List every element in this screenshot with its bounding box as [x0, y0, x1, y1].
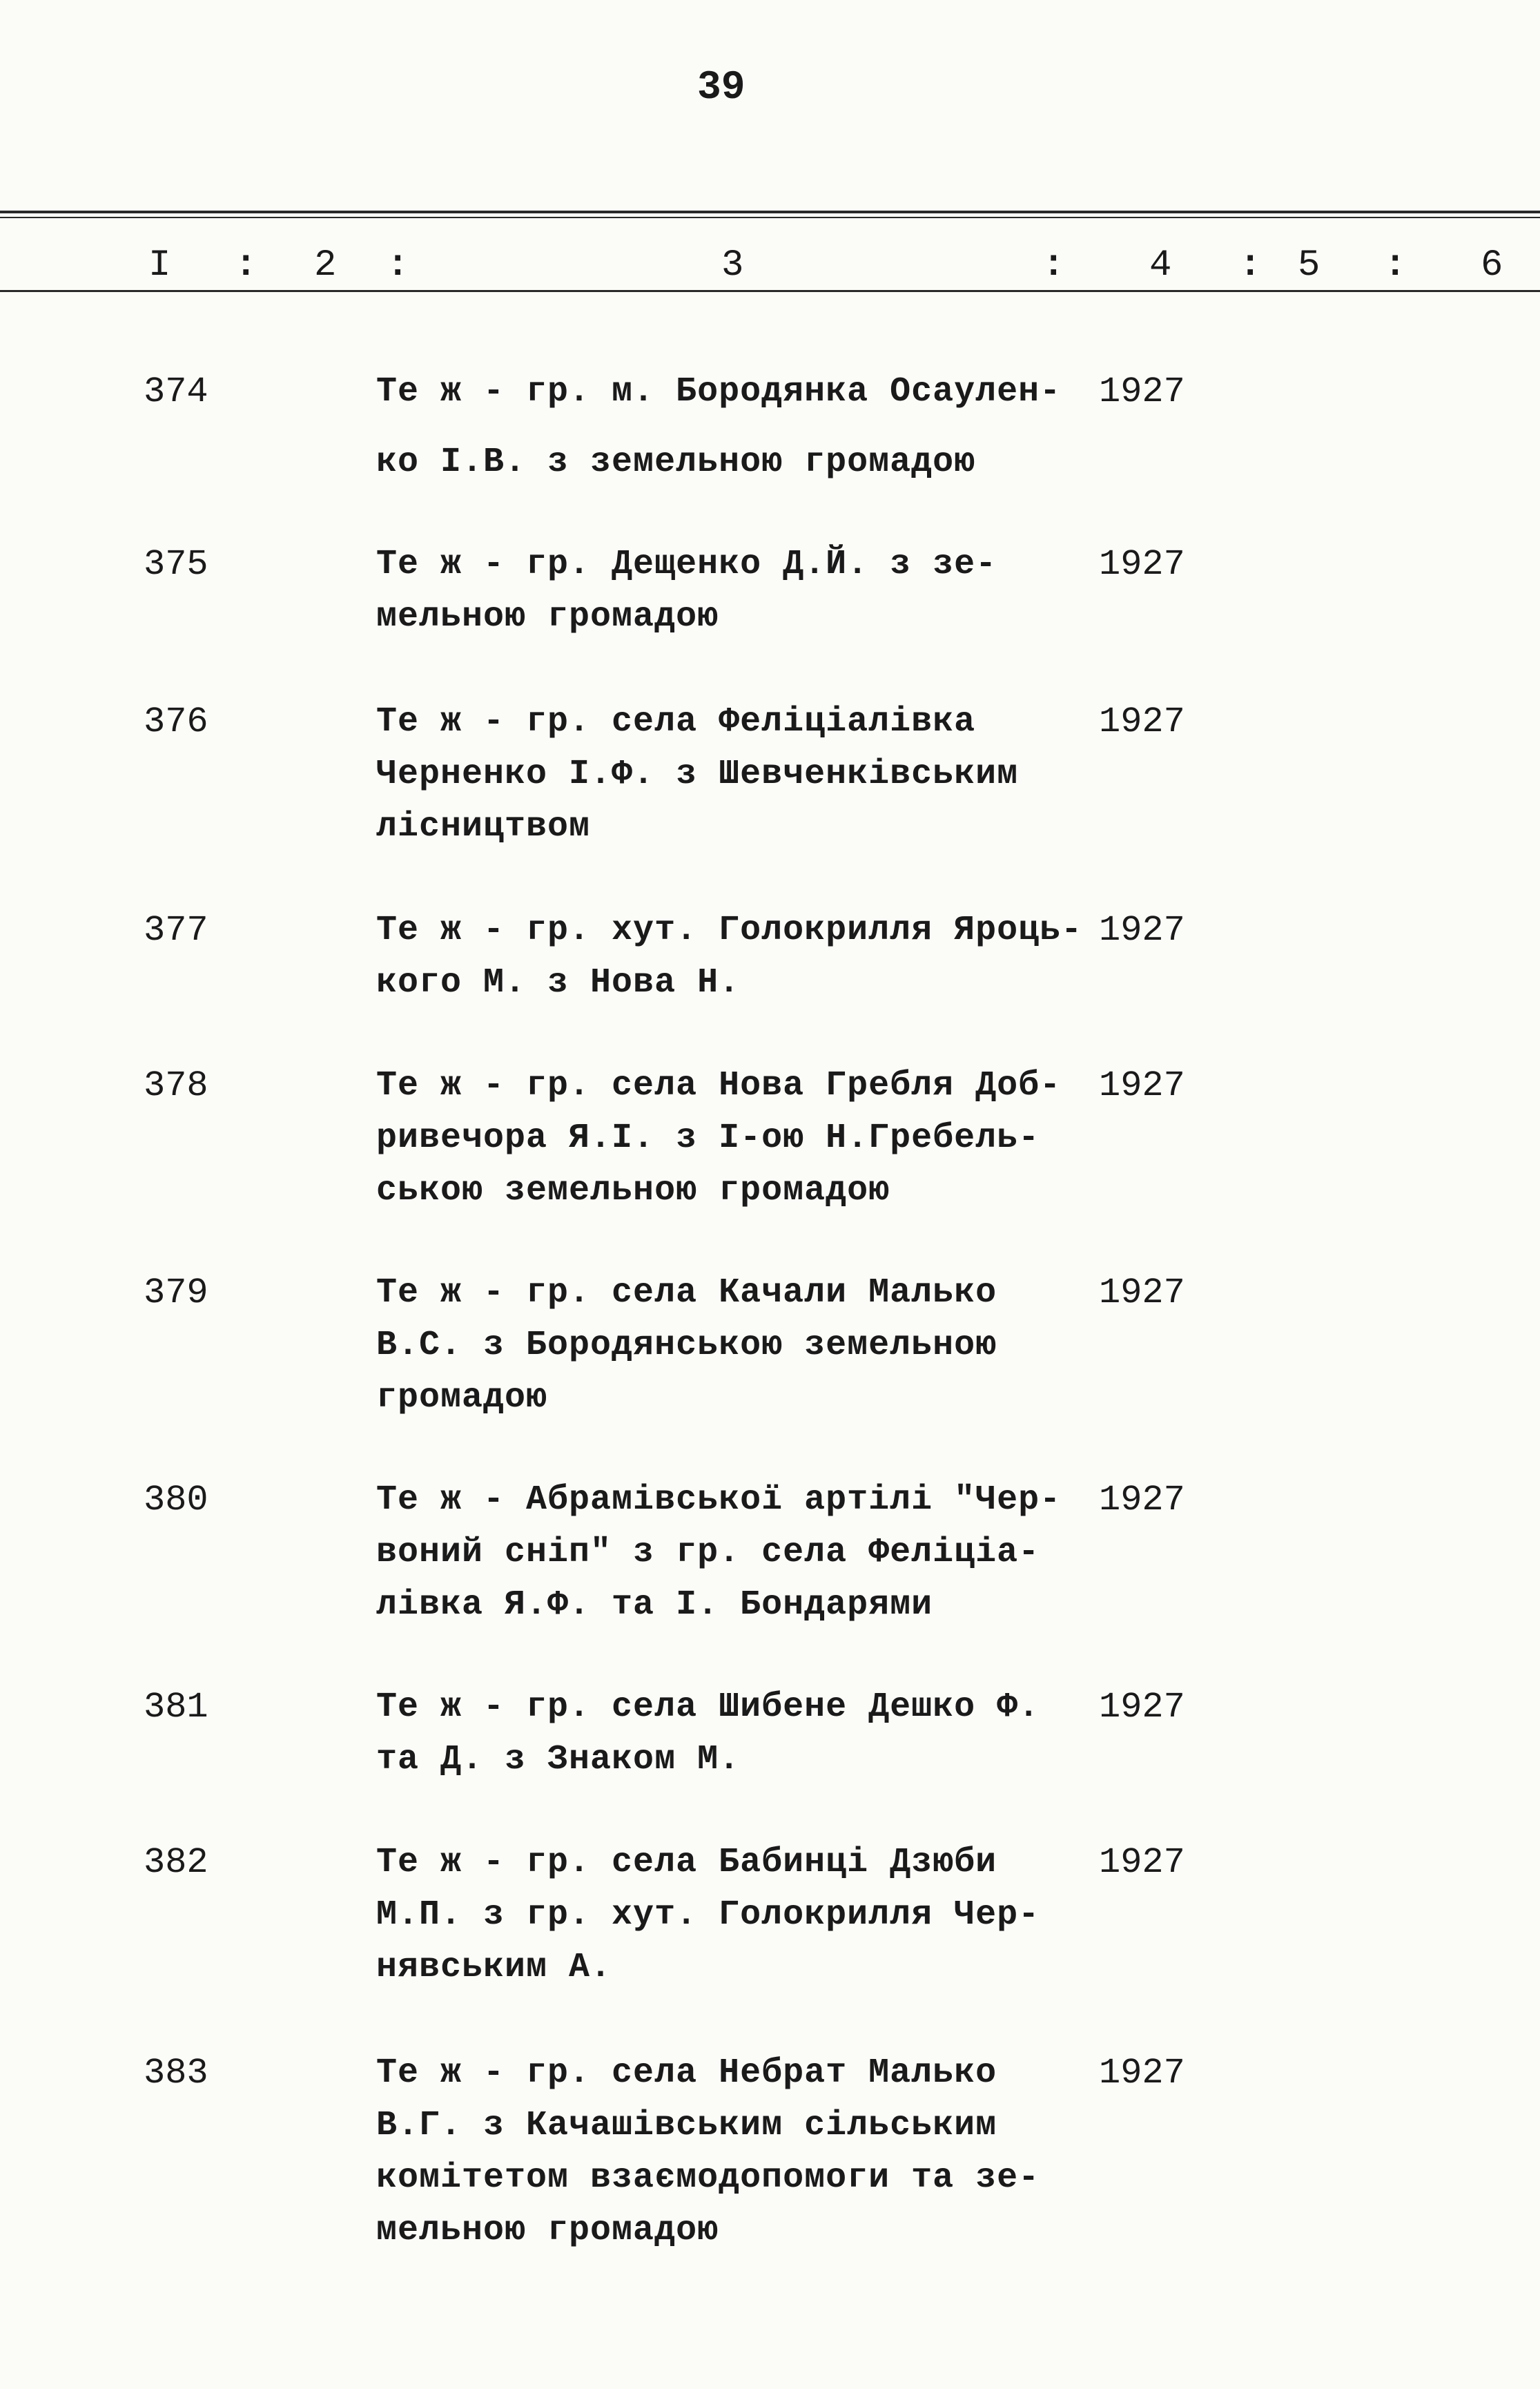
entry-line: ською земельною громадою: [376, 1171, 890, 1210]
entry-description: [376, 905, 1094, 1009]
entry-line: Те ж - гр. села Шибене Дешко Ф.: [376, 1687, 1040, 1727]
column-separator: :: [1384, 244, 1407, 287]
page-number: 39: [697, 66, 745, 110]
entry-number: 381: [144, 1687, 208, 1728]
entry-line: Те ж - гр. села Бабинці Дзюби: [376, 1843, 997, 1882]
entry-line: нявським А.: [376, 1948, 612, 1987]
entry-year: 1927: [1099, 1842, 1185, 1883]
entry-line: комітетом взаємодопомоги та зе-: [376, 2158, 1040, 2198]
entry-number: 382: [144, 1842, 208, 1883]
column-separator: :: [387, 244, 409, 287]
entry-line: Те ж - гр. села Феліціалівка: [376, 702, 976, 742]
entry-number: 377: [144, 910, 208, 951]
entry-number: 378: [144, 1065, 208, 1106]
entry-description: [376, 539, 1094, 644]
entry-year: 1927: [1099, 371, 1185, 412]
entry-year: 1927: [1099, 1687, 1185, 1728]
column-header-5: 5: [1298, 244, 1320, 287]
entry-description: [376, 1060, 1094, 1217]
entry-number: 383: [144, 2053, 208, 2093]
header-bottom-rule: [0, 290, 1540, 292]
column-header-1: I: [148, 244, 171, 287]
entry-description: [376, 1474, 1094, 1632]
entry-line: ривечора Я.І. з І-ою Н.Гребель-: [376, 1119, 1040, 1158]
entry-number: 376: [144, 702, 208, 742]
entry-line: ко І.В. з земельною громадою: [376, 443, 976, 482]
entry-description: [376, 366, 1094, 489]
entry-line: мельною громадою: [376, 597, 719, 637]
column-header-2: 2: [314, 244, 337, 287]
entry-line: М.П. з гр. хут. Голокрилля Чер-: [376, 1895, 1040, 1935]
entry-number: 380: [144, 1480, 208, 1520]
entry-year: 1927: [1099, 1480, 1185, 1520]
entry-line: громадою: [376, 1378, 548, 1418]
entry-line: лісництвом: [376, 807, 591, 847]
entry-line: Черненко І.Ф. з Шевченківським: [376, 755, 1019, 794]
entry-line: Те ж - гр. села Небрат Малько: [376, 2053, 997, 2093]
column-header-3: 3: [721, 244, 744, 287]
entry-line: Те ж - гр. села Качали Малько: [376, 1273, 997, 1313]
entry-line: В.Г. з Качашівським сільським: [376, 2106, 997, 2145]
entry-description: [376, 696, 1094, 853]
column-separator: :: [1042, 244, 1065, 287]
entry-line: В.С. з Бородянською земельною: [376, 1326, 997, 1365]
entry-year: 1927: [1099, 910, 1185, 951]
entry-description: [376, 1681, 1094, 1786]
entry-year: 1927: [1099, 1065, 1185, 1106]
entry-year: 1927: [1099, 1273, 1185, 1313]
entry-number: 375: [144, 544, 208, 585]
top-rule-thin: [0, 217, 1540, 218]
entry-line: Те ж - Абрамівської артілі "Чер-: [376, 1480, 1062, 1520]
entry-line: мельною громадою: [376, 2211, 719, 2250]
entry-year: 1927: [1099, 702, 1185, 742]
entry-line: воний сніп" з гр. села Феліціа-: [376, 1533, 1040, 1572]
entry-line: Те ж - гр. м. Бородянка Осаулен-: [376, 372, 1062, 412]
entry-line: Те ж - гр. Дещенко Д.Й. з зе-: [376, 545, 997, 584]
entry-number: 379: [144, 1273, 208, 1313]
entry-line: та Д. з Знаком М.: [376, 1740, 741, 1779]
entry-line: лівка Я.Ф. та І. Бондарями: [376, 1585, 933, 1625]
entry-year: 1927: [1099, 2053, 1185, 2093]
column-header-6: 6: [1481, 244, 1503, 287]
entry-number: 374: [144, 371, 208, 412]
top-rule: [0, 211, 1540, 213]
entry-line: Те ж - гр. села Нова Гребля Доб-: [376, 1066, 1062, 1105]
entry-line: Те ж - гр. хут. Голокрилля Яроць-: [376, 911, 1083, 950]
column-header-4: 4: [1149, 244, 1172, 287]
column-separator: :: [1239, 244, 1262, 287]
entry-line: кого М. з Нова Н.: [376, 963, 741, 1003]
entry-year: 1927: [1099, 544, 1185, 585]
column-separator: :: [235, 244, 257, 287]
entry-description: [376, 2047, 1094, 2257]
entry-description: [376, 1837, 1094, 1994]
entry-description: [376, 1267, 1094, 1424]
